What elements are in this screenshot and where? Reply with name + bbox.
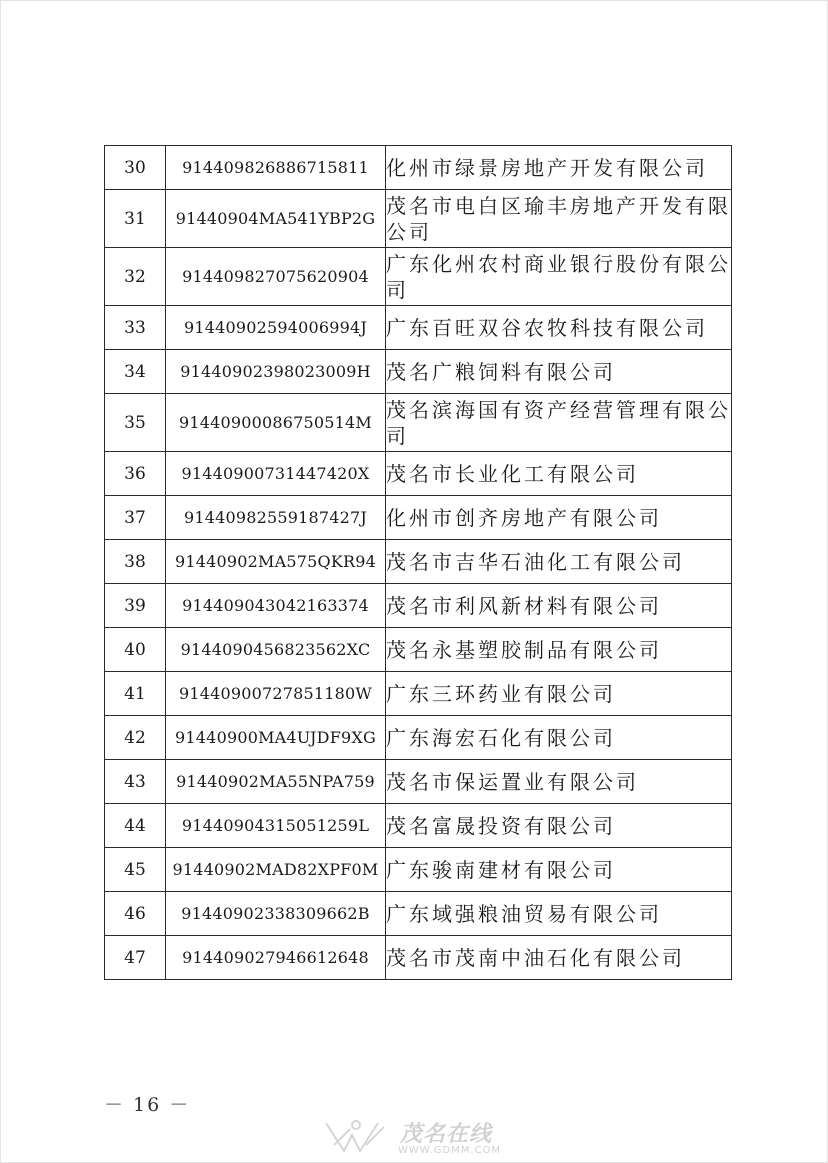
company-name: 茂名市吉华石油化工有限公司 [386,540,732,584]
row-number: 45 [105,848,166,892]
row-number: 39 [105,584,166,628]
table-row [105,248,732,306]
company-name: 广东百旺双谷农牧科技有限公司 [386,306,732,350]
row-number: 33 [105,306,166,350]
company-name: 化州市创齐房地产有限公司 [386,496,732,540]
row-number: 32 [105,248,166,306]
table-row [105,452,732,496]
page-number: － 16 － [104,1094,191,1116]
credit-code: 91440902338309662B [166,892,386,936]
row-number: 37 [105,496,166,540]
credit-code: 91440904MA541YBP2G [166,190,386,248]
credit-code: 914409826886715811 [166,146,386,190]
credit-code: 91440902594006994J [166,306,386,350]
company-name: 化州市绿景房地产开发有限公司 [386,146,732,190]
company-name: 广东三环药业有限公司 [386,672,732,716]
table-row [105,760,732,804]
credit-code: 91440902398023009H [166,350,386,394]
company-name: 广东化州农村商业银行股份有限公司 [386,248,732,306]
row-number: 31 [105,190,166,248]
credit-code: 91440900727851180W [166,672,386,716]
row-number: 44 [105,804,166,848]
table-row [105,350,732,394]
row-number: 47 [105,936,166,980]
company-table [104,145,732,980]
watermark-url: WWW.GDMM.COM [398,1145,502,1156]
company-name: 茂名滨海国有资产经营管理有限公司 [386,394,732,452]
credit-code: 91440902MA55NPA759 [166,760,386,804]
credit-code: 914409827075620904 [166,248,386,306]
company-name: 茂名富晟投资有限公司 [386,804,732,848]
row-number: 40 [105,628,166,672]
credit-code: 914409027946612648 [166,936,386,980]
watermark [322,1115,522,1161]
table-row [105,892,732,936]
company-name: 茂名市利风新材料有限公司 [386,584,732,628]
credit-code: 91440902MAD82XPF0M [166,848,386,892]
table-row [105,190,732,248]
credit-code: 91440902MA575QKR94 [166,540,386,584]
row-number: 30 [105,146,166,190]
table-row [105,584,732,628]
company-name: 茂名市电白区瑜丰房地产开发有限公司 [386,190,732,248]
table-row [105,804,732,848]
company-name: 茂名市茂南中油石化有限公司 [386,936,732,980]
table-row [105,848,732,892]
watermark-logo-icon [322,1115,392,1159]
table-row [105,672,732,716]
row-number: 34 [105,350,166,394]
credit-code: 914409043042163374 [166,584,386,628]
company-name: 广东海宏石化有限公司 [386,716,732,760]
row-number: 38 [105,540,166,584]
row-number: 41 [105,672,166,716]
credit-code: 91440900MA4UJDF9XG [166,716,386,760]
credit-code: 91440900731447420X [166,452,386,496]
table-row [105,394,732,452]
row-number: 43 [105,760,166,804]
credit-code: 91440982559187427J [166,496,386,540]
company-name: 茂名永基塑胶制品有限公司 [386,628,732,672]
table-row [105,540,732,584]
company-name: 茂名市保运置业有限公司 [386,760,732,804]
company-name: 广东骏南建材有限公司 [386,848,732,892]
row-number: 35 [105,394,166,452]
credit-code: 9144090456823562XC [166,628,386,672]
credit-code: 91440900086750514M [166,394,386,452]
credit-code: 91440904315051259L [166,804,386,848]
watermark-logo-text: 茂名在线 [400,1122,493,1147]
table-row [105,628,732,672]
table-row [105,496,732,540]
table-row [105,936,732,980]
table-row [105,306,732,350]
table-row [105,146,732,190]
row-number: 46 [105,892,166,936]
row-number: 36 [105,452,166,496]
company-name: 茂名市长业化工有限公司 [386,452,732,496]
company-name: 广东域强粮油贸易有限公司 [386,892,732,936]
table-row [105,716,732,760]
row-number: 42 [105,716,166,760]
company-name: 茂名广粮饲料有限公司 [386,350,732,394]
